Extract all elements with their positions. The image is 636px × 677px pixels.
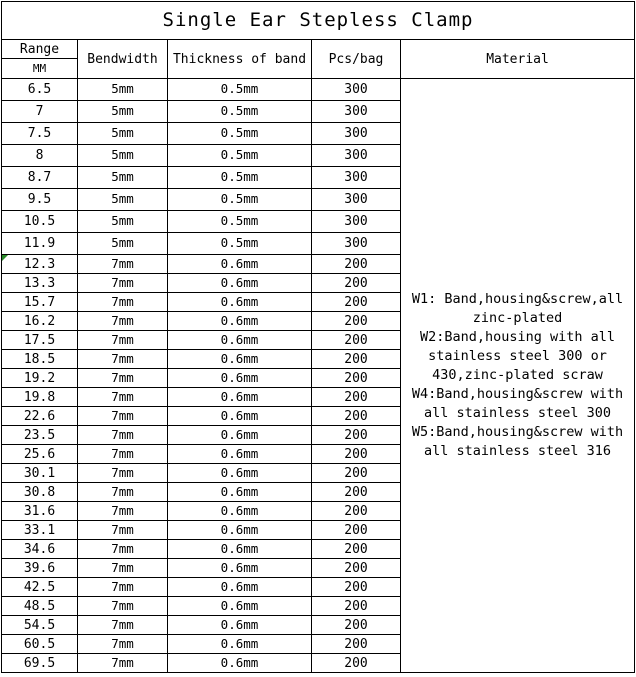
- cell-bandwidth: 7mm: [78, 540, 168, 559]
- cell-range: 19.2: [2, 369, 78, 388]
- cell-thickness: 0.6mm: [168, 616, 312, 635]
- cell-bandwidth: 7mm: [78, 293, 168, 312]
- cell-thickness: 0.6mm: [168, 654, 312, 673]
- cell-bandwidth: 5mm: [78, 233, 168, 255]
- cell-bandwidth: 5mm: [78, 101, 168, 123]
- cell-thickness: 0.6mm: [168, 540, 312, 559]
- material-line: W5:Band,housing&screw with: [411, 424, 624, 440]
- cell-thickness: 0.5mm: [168, 101, 312, 123]
- cell-bandwidth: 5mm: [78, 211, 168, 233]
- cell-pcs: 200: [312, 559, 401, 578]
- cell-pcs: 200: [312, 502, 401, 521]
- cell-range: 15.7: [2, 293, 78, 312]
- cell-pcs: 200: [312, 445, 401, 464]
- cell-marker-icon: [2, 255, 8, 261]
- cell-range: 18.5: [2, 350, 78, 369]
- cell-range: 10.5: [2, 211, 78, 233]
- cell-pcs: 200: [312, 521, 401, 540]
- cell-thickness: 0.5mm: [168, 79, 312, 101]
- cell-range: 9.5: [2, 189, 78, 211]
- cell-range: 17.5: [2, 331, 78, 350]
- cell-pcs: 200: [312, 388, 401, 407]
- cell-range: 42.5: [2, 578, 78, 597]
- cell-range: 39.6: [2, 559, 78, 578]
- header-bandwidth: Bendwidth: [78, 40, 168, 79]
- cell-thickness: 0.6mm: [168, 388, 312, 407]
- material-line: 430,zinc-plated scraw: [432, 367, 603, 383]
- header-range: Range: [2, 40, 78, 59]
- cell-bandwidth: 7mm: [78, 597, 168, 616]
- cell-bandwidth: 7mm: [78, 483, 168, 502]
- cell-range: 16.2: [2, 312, 78, 331]
- cell-pcs: 200: [312, 483, 401, 502]
- cell-range: 69.5: [2, 654, 78, 673]
- cell-thickness: 0.5mm: [168, 123, 312, 145]
- cell-thickness: 0.5mm: [168, 189, 312, 211]
- cell-pcs: 200: [312, 274, 401, 293]
- cell-bandwidth: 7mm: [78, 255, 168, 274]
- cell-range: 6.5: [2, 79, 78, 101]
- cell-thickness: 0.6mm: [168, 635, 312, 654]
- cell-pcs: 300: [312, 123, 401, 145]
- header-material: Material: [401, 40, 635, 79]
- material-line: zinc-plated: [472, 310, 563, 326]
- cell-pcs: 200: [312, 426, 401, 445]
- cell-pcs: 200: [312, 464, 401, 483]
- material-line: stainless steel 300 or: [428, 348, 607, 364]
- cell-thickness: 0.6mm: [168, 312, 312, 331]
- cell-thickness: 0.6mm: [168, 331, 312, 350]
- cell-thickness: 0.6mm: [168, 578, 312, 597]
- cell-pcs: 200: [312, 616, 401, 635]
- cell-bandwidth: 7mm: [78, 502, 168, 521]
- cell-bandwidth: 5mm: [78, 145, 168, 167]
- cell-pcs: 200: [312, 331, 401, 350]
- cell-bandwidth: 7mm: [78, 274, 168, 293]
- cell-thickness: 0.5mm: [168, 167, 312, 189]
- cell-bandwidth: 7mm: [78, 388, 168, 407]
- cell-bandwidth: 7mm: [78, 350, 168, 369]
- cell-thickness: 0.6mm: [168, 407, 312, 426]
- cell-pcs: 200: [312, 578, 401, 597]
- cell-thickness: 0.6mm: [168, 255, 312, 274]
- cell-range: 60.5: [2, 635, 78, 654]
- cell-pcs: 300: [312, 145, 401, 167]
- cell-range: 23.5: [2, 426, 78, 445]
- cell-range: 19.8: [2, 388, 78, 407]
- cell-thickness: 0.6mm: [168, 369, 312, 388]
- material-line: all stainless steel 316: [424, 443, 611, 459]
- cell-bandwidth: 5mm: [78, 167, 168, 189]
- cell-pcs: 200: [312, 597, 401, 616]
- cell-thickness: 0.6mm: [168, 521, 312, 540]
- cell-bandwidth: 7mm: [78, 635, 168, 654]
- cell-range: 34.6: [2, 540, 78, 559]
- cell-range: 7: [2, 101, 78, 123]
- cell-bandwidth: 7mm: [78, 654, 168, 673]
- cell-bandwidth: 7mm: [78, 616, 168, 635]
- cell-thickness: 0.6mm: [168, 445, 312, 464]
- cell-range: 12.3: [2, 255, 78, 274]
- table-body: [2, 79, 635, 673]
- cell-pcs: 200: [312, 255, 401, 274]
- header-range-unit: MM: [2, 59, 78, 79]
- cell-pcs: 200: [312, 312, 401, 331]
- cell-range: 11.9: [2, 233, 78, 255]
- cell-range: 22.6: [2, 407, 78, 426]
- cell-bandwidth: 7mm: [78, 521, 168, 540]
- cell-thickness: 0.6mm: [168, 483, 312, 502]
- cell-pcs: 300: [312, 211, 401, 233]
- cell-thickness: 0.6mm: [168, 502, 312, 521]
- cell-bandwidth: 7mm: [78, 331, 168, 350]
- cell-pcs: 300: [312, 189, 401, 211]
- cell-thickness: 0.5mm: [168, 211, 312, 233]
- cell-pcs: 200: [312, 369, 401, 388]
- cell-bandwidth: 7mm: [78, 464, 168, 483]
- cell-bandwidth: 7mm: [78, 559, 168, 578]
- cell-pcs: 300: [312, 167, 401, 189]
- cell-bandwidth: 5mm: [78, 79, 168, 101]
- material-description: [401, 79, 635, 673]
- table-row: [2, 79, 635, 101]
- material-line: W1: Band,housing&screw,all: [411, 291, 624, 307]
- cell-thickness: 0.6mm: [168, 350, 312, 369]
- cell-pcs: 200: [312, 635, 401, 654]
- cell-pcs: 200: [312, 350, 401, 369]
- cell-range: 8: [2, 145, 78, 167]
- cell-pcs: 200: [312, 407, 401, 426]
- material-line: W4:Band,housing&screw with: [411, 386, 624, 402]
- material-line: all stainless steel 300: [424, 405, 611, 421]
- cell-bandwidth: 5mm: [78, 123, 168, 145]
- cell-bandwidth: 7mm: [78, 407, 168, 426]
- clamp-spec-table: [1, 1, 635, 673]
- cell-pcs: 300: [312, 79, 401, 101]
- cell-bandwidth: 7mm: [78, 426, 168, 445]
- cell-thickness: 0.6mm: [168, 597, 312, 616]
- cell-bandwidth: 5mm: [78, 189, 168, 211]
- cell-thickness: 0.5mm: [168, 233, 312, 255]
- cell-bandwidth: 7mm: [78, 312, 168, 331]
- cell-thickness: 0.6mm: [168, 274, 312, 293]
- cell-thickness: 0.6mm: [168, 293, 312, 312]
- cell-range: 8.7: [2, 167, 78, 189]
- cell-thickness: 0.6mm: [168, 559, 312, 578]
- cell-pcs: 300: [312, 101, 401, 123]
- cell-range: 48.5: [2, 597, 78, 616]
- cell-range: 30.8: [2, 483, 78, 502]
- header-thickness: Thickness of band: [168, 40, 312, 79]
- cell-bandwidth: 7mm: [78, 445, 168, 464]
- header-pcs-per-bag: Pcs/bag: [312, 40, 401, 79]
- table-title: Single Ear Stepless Clamp: [2, 2, 635, 40]
- cell-pcs: 200: [312, 654, 401, 673]
- cell-range: 33.1: [2, 521, 78, 540]
- cell-range: 54.5: [2, 616, 78, 635]
- cell-bandwidth: 7mm: [78, 578, 168, 597]
- cell-thickness: 0.6mm: [168, 426, 312, 445]
- cell-range: 7.5: [2, 123, 78, 145]
- cell-bandwidth: 7mm: [78, 369, 168, 388]
- cell-pcs: 200: [312, 293, 401, 312]
- cell-range: 25.6: [2, 445, 78, 464]
- material-line: W2:Band,housing with all: [419, 329, 616, 345]
- cell-range: 30.1: [2, 464, 78, 483]
- cell-thickness: 0.5mm: [168, 145, 312, 167]
- cell-pcs: 300: [312, 233, 401, 255]
- cell-pcs: 200: [312, 540, 401, 559]
- cell-range: 13.3: [2, 274, 78, 293]
- cell-thickness: 0.6mm: [168, 464, 312, 483]
- cell-range: 31.6: [2, 502, 78, 521]
